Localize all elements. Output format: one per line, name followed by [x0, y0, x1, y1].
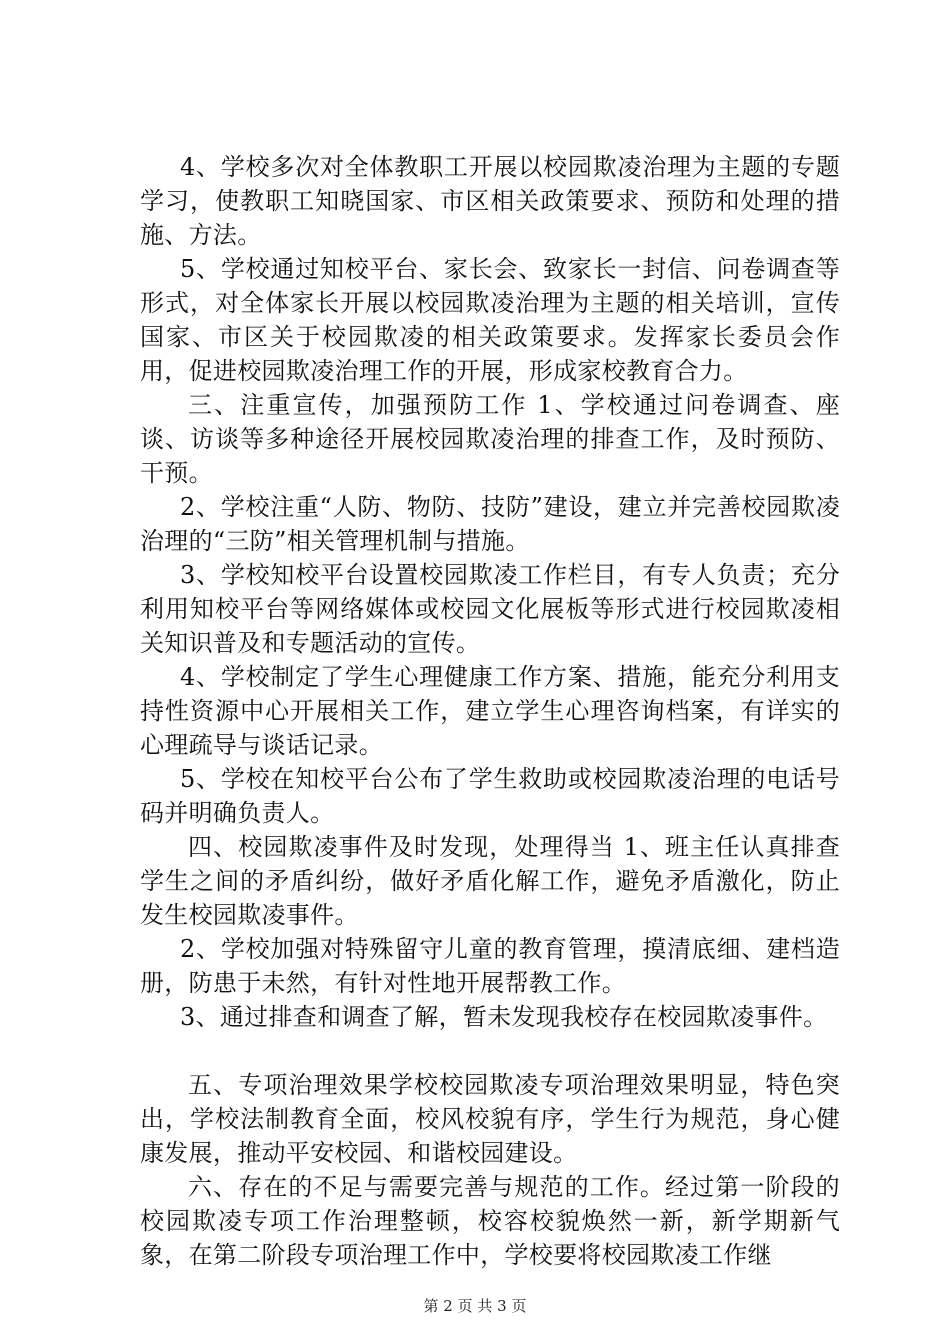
section-6-shortcomings: 六、存在的不足与需要完善与规范的工作。经过第一阶段的校园欺凌专项工作治理整顿，校容校貌焕然一新，新学期新气象，在第二阶段专项治理工作中，学校要将校园欺凌工作继 — [140, 1173, 840, 1269]
paragraph-5-parent-training: 5、学校通过知校平台、家长会、致家长一封信、问卷调查等形式，对全体家长开展以校园欺凌治理为主题的相关培训，宣传国家、市区关于校园欺凌的相关政策要求。发挥家长委员会作用，促进校园欺凌治理工作的开展，形成家校教育合力。 — [140, 255, 840, 385]
paragraph-3-no-incidents: 3、通过排查和调查了解，暂未发现我校存在校园欺凌事件。 — [180, 1003, 828, 1031]
paragraph-3-platform-column: 3、学校知校平台设置校园欺凌工作栏目，有专人负责；充分利用知校平台等网络媒体或校园文化展板等形式进行校园欺凌相关知识普及和专题活动的宣传。 — [140, 561, 840, 657]
paragraph-2-left-behind-children: 2、学校加强对特殊留守儿童的教育管理，摸清底细、建档造册，防患于未然，有针对性地开展帮教工作。 — [140, 935, 840, 997]
section-4-incident-handling: 四、校园欺凌事件及时发现，处理得当 1、班主任认真排查学生之间的矛盾纠纷，做好矛盾化解工作，避免矛盾激化，防止发生校园欺凌事件。 — [140, 833, 840, 929]
section-5-results: 五、专项治理效果学校校园欺凌专项治理效果明显，特色突出，学校法制教育全面，校风校貌有序，学生行为规范，身心健康发展，推动平安校园、和谐校园建设。 — [140, 1071, 840, 1167]
paragraph-4-staff-training: 4、学校多次对全体教职工开展以校园欺凌治理为主题的专题学习，使教职工知晓国家、市区相关政策要求、预防和处理的措施、方法。 — [140, 153, 840, 249]
page-number-footer: 第 2 页 共 3 页 — [423, 1297, 527, 1315]
paragraph-5-hotline: 5、学校在知校平台公布了学生救助或校园欺凌治理的电话号码并明确负责人。 — [140, 765, 840, 827]
document-body — [140, 150, 840, 1272]
paragraph-2-three-defenses: 2、学校注重“人防、物防、技防”建设，建立并完善校园欺凌治理的“三防”相关管理机制与措施。 — [140, 493, 840, 555]
section-3-publicity: 三、注重宣传，加强预防工作 1、学校通过问卷调查、座谈、访谈等多种途径开展校园欺凌治理的排查工作，及时预防、干预。 — [140, 391, 840, 487]
paragraph-4-mental-health: 4、学校制定了学生心理健康工作方案、措施，能充分利用支持性资源中心开展相关工作，建立学生心理咨询档案，有详实的心理疏导与谈话记录。 — [140, 663, 840, 759]
